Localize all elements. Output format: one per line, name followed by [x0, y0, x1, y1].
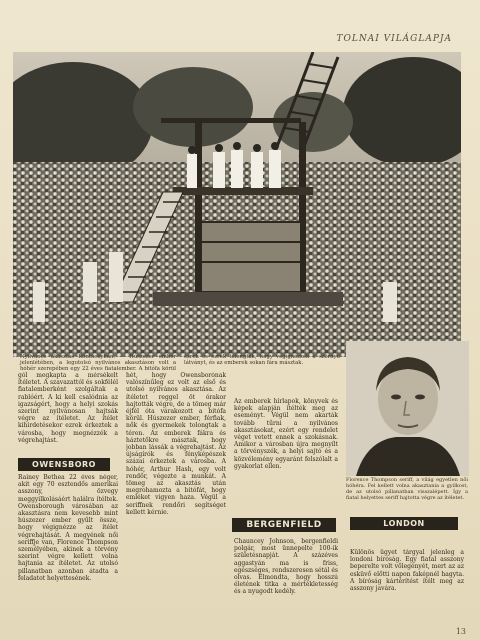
photo-caption: Nyilvános akasztás Kentuckyban. — Húszezer ember jelenlétében, a legutolsó nyilvános akasztáson volt a hóhér szerepében egy 22 éves fiatalember. A bitófa körül ezrek és ezrek tolongtak, hogy végignézzék a szörnyű látványt, és az emberek sokan fára másztak. — [20, 354, 340, 373]
paragraph: Az emberek hírlapok, könyvek és képek alapján ítélték meg az eseményt. Végül nem akarták tovább tűrni a nyilvános akasztásokat, ezért egy rendelet véget vetett ennek a szokásnak. Amikor a városban újra megnyílt a törvényszék, a helyi sajtó és a közvélemény egyaránt felszólalt a gyakorlat ellen. — [234, 398, 338, 470]
paragraph: gól megkapta a mérsékelt ítéletet. A szavazattól és sokfélél fiatalemberként szolgáltak a rablóért. A ki kell csalódnia az igazságért, hogy a helyi szokás szerint nyilvánosan hajtsák végre az ítéletet. Az ítélet kihirdetésekor ezrek érkeztek a városba, hogy megnézzék a végrehajtást. — [18, 372, 118, 444]
masthead: TOLNAI VILÁGLAPJA — [336, 34, 452, 44]
portrait-photo — [346, 341, 469, 476]
article-column-3 — [234, 398, 338, 518]
hanging-crowd-photo — [13, 52, 461, 357]
article-column-4 — [234, 538, 338, 630]
portrait-caption: Florence Thompson seriff, a világ egyetlen női hóhéra. Fel kellett volna akasztania a gyilkost, de az utolsó pillanatban visszalépett. Így a fiatal helyettes seriff hajtotta végre az ítéletet. — [346, 477, 468, 501]
article-column-2 — [126, 372, 226, 630]
paragraph: hét, hogy Owensborónak valószínűleg ez volt az első és utolsó nyilvános akasztása. Az ítéletet reggel öt órakor hajtották végre, de a tömeg már éjfél óta várakozott a bitófa körül. Húszezer ember, férfiak, nők és gyermekek tolongtak a téren. Az emberek fákra és háztetőkre másztak, hogy jobban lássák a végrehajtást. Az újságírók és fényképészek százai érkeztek a városba. A hóhér, Arthur Hash, egy volt rendőr, végezte a munkát. A tömeg az akasztás után megrohamozta a bitófát, hogy emléket vigyen haza. Végül a seriffnek rendőri segítséget kellett kérnie. — [126, 372, 226, 516]
paragraph: Rainey Bethea 22 éves néger, akit egy 70 esztendős amerikai asszony, özvegy meggyilkolásáért halálra ítéltek. Owensborough városában az akasztásra nem kevesebb mint húszezer ember gyűlt össze, hogy végignézze az ítélet végrehajtását. A megyének női seriffje van, Florence Thompson személyében, akinek a törvény szerint végre kellett volna hajtania az ítéletet. Az utolsó pillanatban azonban átadta a feladatot helyettesének. — [18, 474, 118, 582]
paragraph: Chauncey Johnson, bergenfieldi polgár, most ünnepelte 100-ik születésnapját. A százéves aggastyán ma is friss, egészséges, rendszeresen sétál és olvas. Elmondta, hogy hosszú életének titka a mértékletesség és a nyugodt kedély. — [234, 538, 338, 596]
article-column-1b — [18, 474, 118, 630]
section-heading-bergenfield: BERGENFIELD — [232, 518, 336, 532]
paragraph: Különös ügyet tárgyal jelenleg a londoni bíróság. Egy fiatal asszony beperelte volt vőlegényét, mert az az esküvő előtti napon faképnél hagyta. A bíróság kártérítést ítélt meg az asszony javára. — [350, 549, 464, 593]
article-column-5 — [350, 549, 464, 630]
section-heading-owensboro: OWENSBORO — [18, 458, 110, 471]
section-heading-london: LONDON — [350, 517, 458, 530]
page-number: 13 — [455, 627, 466, 636]
